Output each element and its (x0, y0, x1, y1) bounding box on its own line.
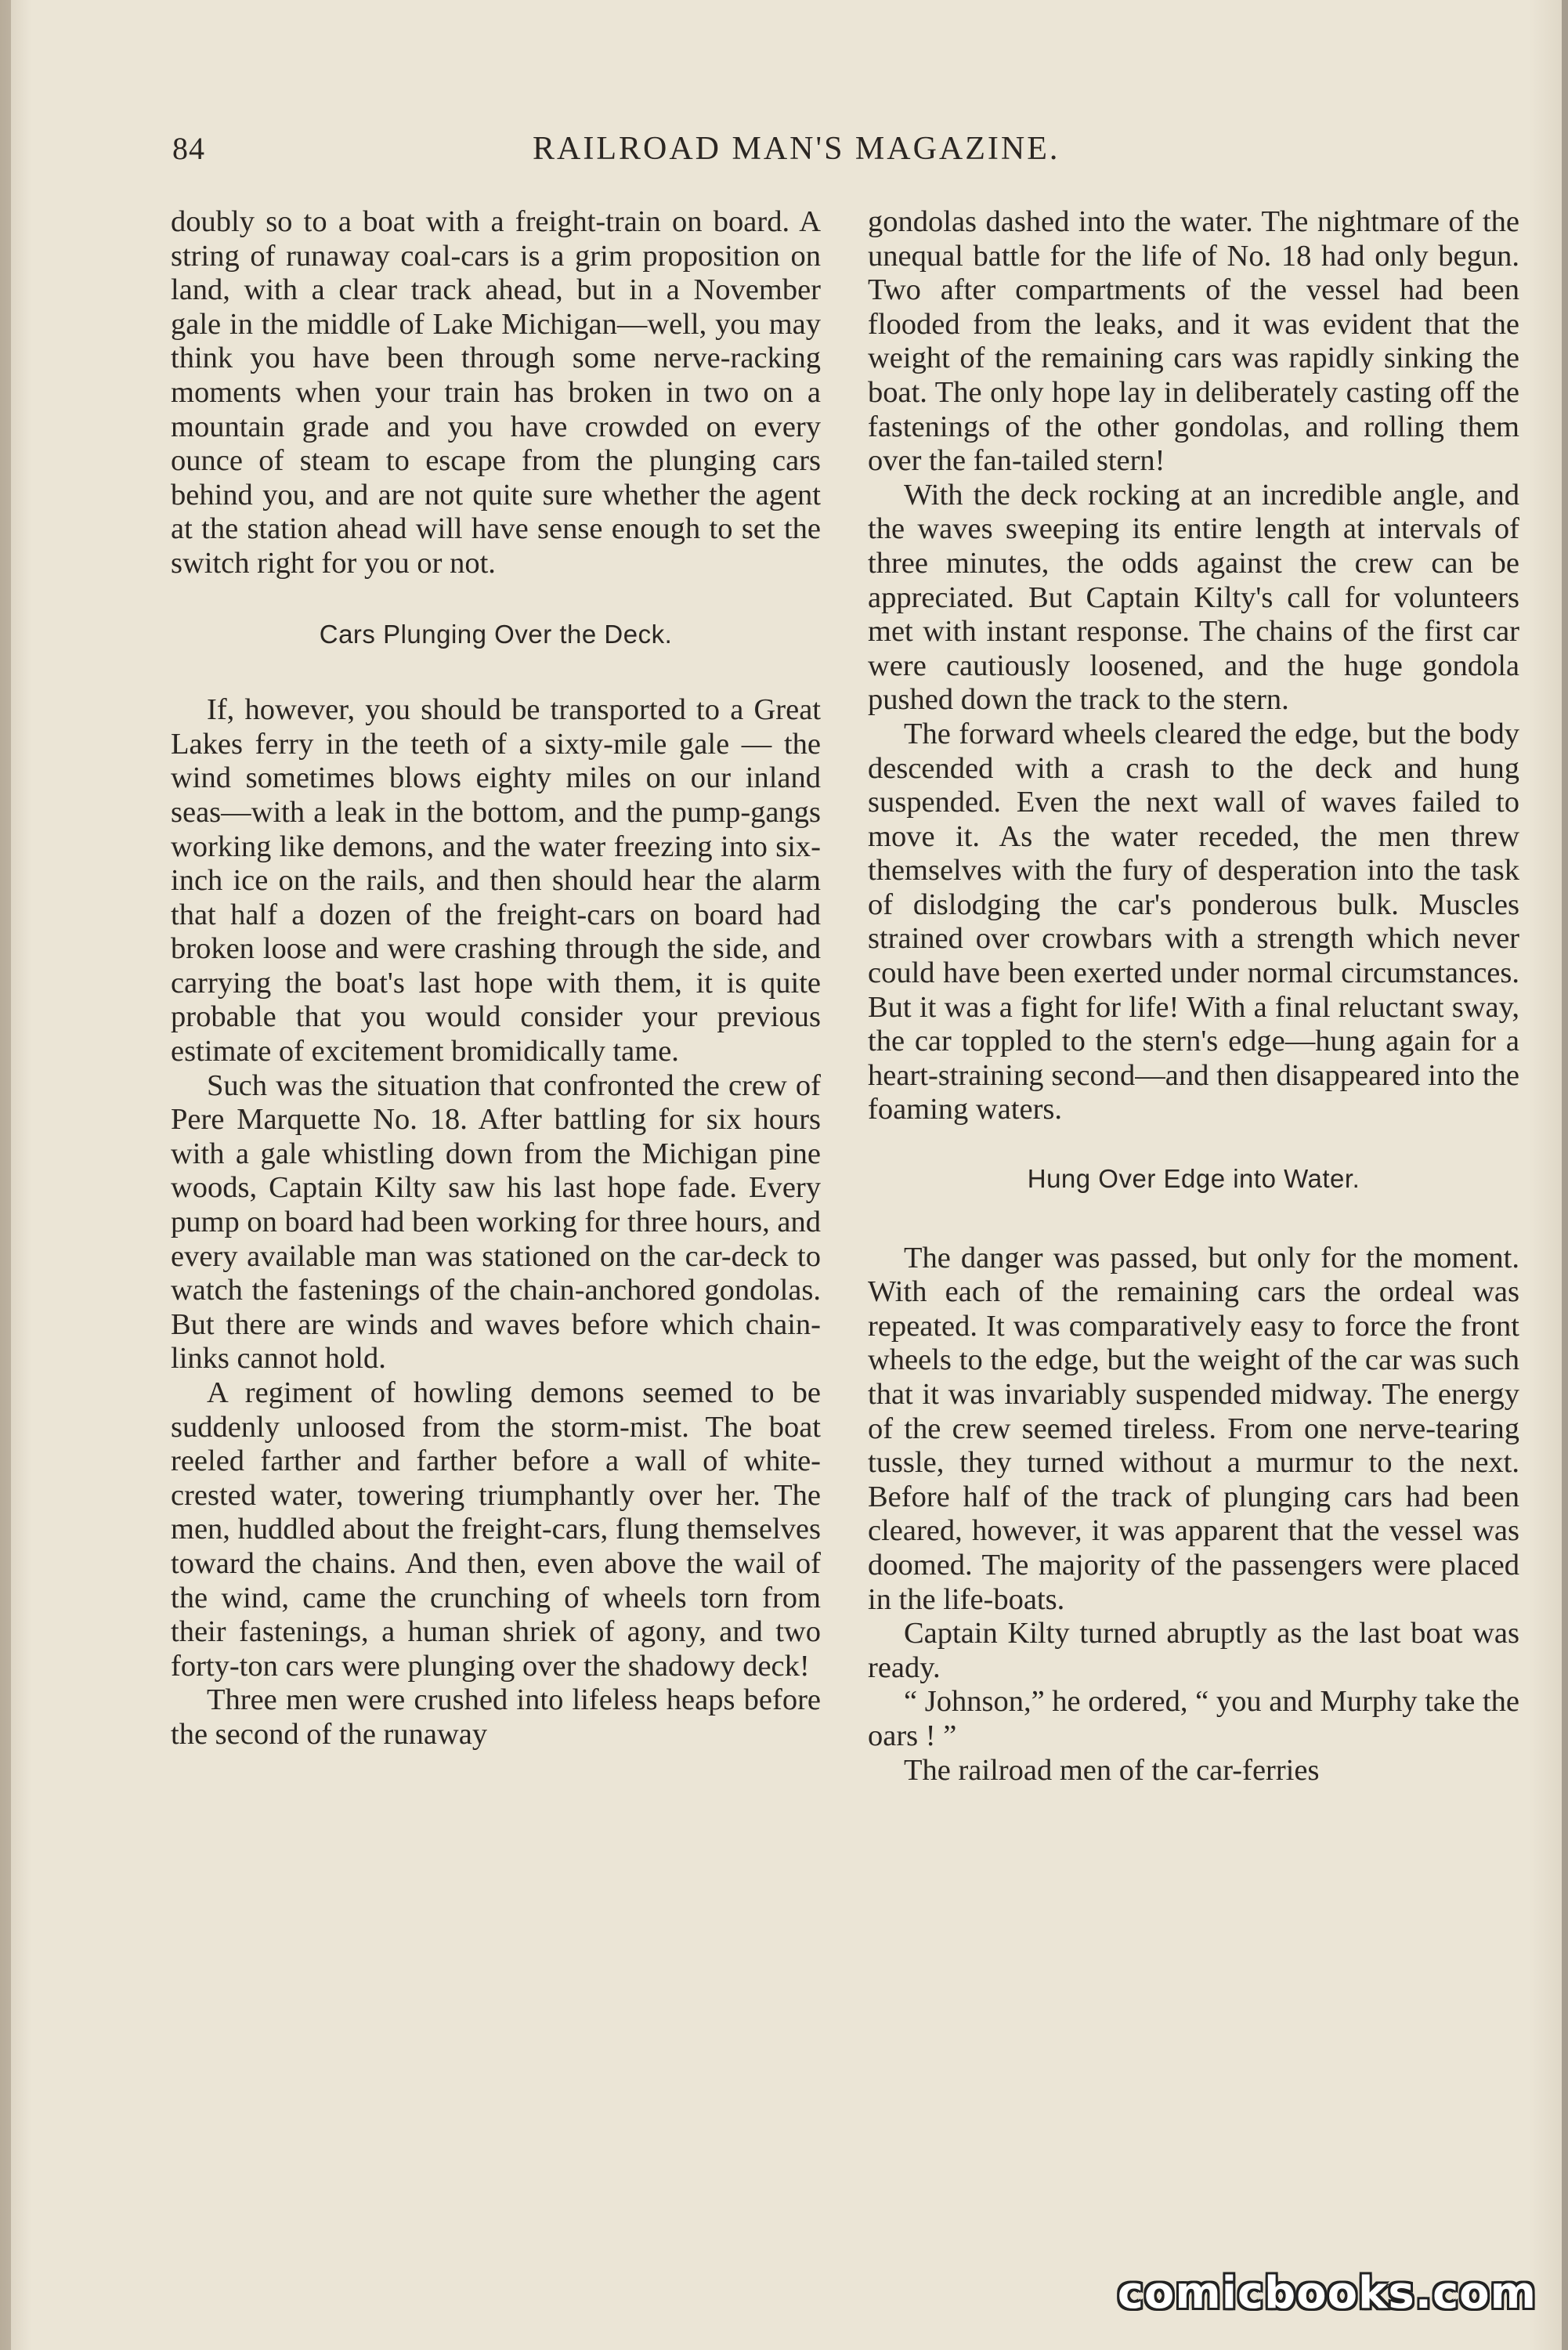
section-heading: Hung Over Edge into Water. (1027, 1164, 1360, 1194)
paragraph: If, however, you should be transported to a Great Lakes ferry in the teeth of a sixty-mile gale — the wind sometimes blows eighty miles on our inland seas—with a leak in the bottom, and the pump-gangs working like demons, and the water freezing into six-inch ice on the rails, and then should hear the alarm that half a dozen of the freight-cars on board had broken loose and were crashing through the side, and carrying the boat's last hope with them, it is quite probable that you would consider your previous estimate of excitement bromidically tame. (171, 693, 821, 1068)
page-number: 84 (172, 131, 205, 166)
paragraph: Three men were crushed into lifeless heaps before the second of the runaway (171, 1683, 821, 1751)
paragraph: With the deck rocking at an incredible angle, and the waves sweeping its entire length at intervals of three minutes, the odds against the crew can be appreciated. But Captain Kilty's call for volunteers met with instant response. The chains of the first car were cautiously loosened, and the huge gondola pushed down the track to the stern. (868, 478, 1519, 717)
paragraph: Captain Kilty turned abruptly as the last boat was ready. (868, 1617, 1519, 1684)
running-title: RAILROAD MAN'S MAGAZINE. (533, 131, 1060, 167)
binding-shadow (0, 0, 11, 2350)
left-column (171, 205, 821, 1752)
paragraph: gondolas dashed into the water. The nightmare of the unequal battle for the life of No. 18 had only begun. Two after compartments of the vessel had been flooded from the leaks, and it was evident that the weight of the remaining cars was rapidly sinking the boat. The only hope lay in deliberately casting off the fastenings of the other gondolas, and rolling them over the fan-tailed stern! (868, 205, 1519, 478)
paragraph: “ Johnson,” he ordered, “ you and Murphy take the oars ! ” (868, 1685, 1519, 1752)
right-column (868, 205, 1519, 1788)
paragraph: doubly so to a boat with a freight-train on board. A string of runaway coal-cars is a grim proposition on land, with a clear track ahead, but in a November gale in the middle of Lake Michigan—well, you may think you have been through some nerve-racking moments when your train has broken in two on a mountain grade and you have crowded on every ounce of steam to escape from the plunging cars behind you, and are not quite sure whether the agent at the station ahead will have sense enough to set the switch right for you or not. (171, 205, 821, 580)
page-edge (1562, 0, 1568, 2350)
paragraph: Such was the situation that confronted the crew of Pere Marquette No. 18. After battling for six hours with a gale whistling down from the Michigan pine woods, Captain Kilty saw his last hope fade. Every pump on board had been working for three hours, and every available man was stationed on the car-deck to watch the fastenings of the chain-anchored gondolas. But there are winds and waves before which chain-links cannot hold. (171, 1068, 821, 1376)
paragraph: The danger was passed, but only for the moment. With each of the remaining cars the ordeal was repeated. It was comparatively easy to force the front wheels to the edge, but the weight of the car was such that it was invariably suspended midway. The energy of the crew seemed tireless. From one nerve-tearing tussle, they turned without a murmur to the next. Before half of the track of plunging cars had been cleared, however, it was apparent that the vessel was doomed. The majority of the passengers were placed in the life-boats. (868, 1241, 1519, 1616)
paragraph: The forward wheels cleared the edge, but the body descended with a crash to the deck and hung suspended. Even the next wall of waves failed to move it. As the water receded, the men threw themselves with the fury of desperation into the task of dislodging the car's ponderous bulk. Muscles strained over crowbars with a strength which never could have been exerted under normal circumstances. But it was a fight for life! With a final reluctant sway, the car toppled to the stern's edge—hung again for a heart-straining second—and then disappeared into the foaming waters. (868, 717, 1519, 1126)
watermark-logo: comicbooks.com (1117, 2268, 1537, 2319)
section-heading: Cars Plunging Over the Deck. (319, 619, 673, 649)
page-header (172, 130, 1474, 169)
paragraph: A regiment of howling demons seemed to be suddenly unloosed from the storm-mist. The boat reeled farther and farther before a wall of white-crested water, towering triumphantly over her. The men, huddled about the freight-cars, flung themselves toward the chains. And then, even above the wail of the wind, came the crunching of wheels torn from their fastenings, a human shriek of agony, and two forty-ton cars were plunging over the shadowy deck! (171, 1376, 821, 1683)
paragraph: The railroad men of the car-ferries (904, 1753, 1320, 1787)
